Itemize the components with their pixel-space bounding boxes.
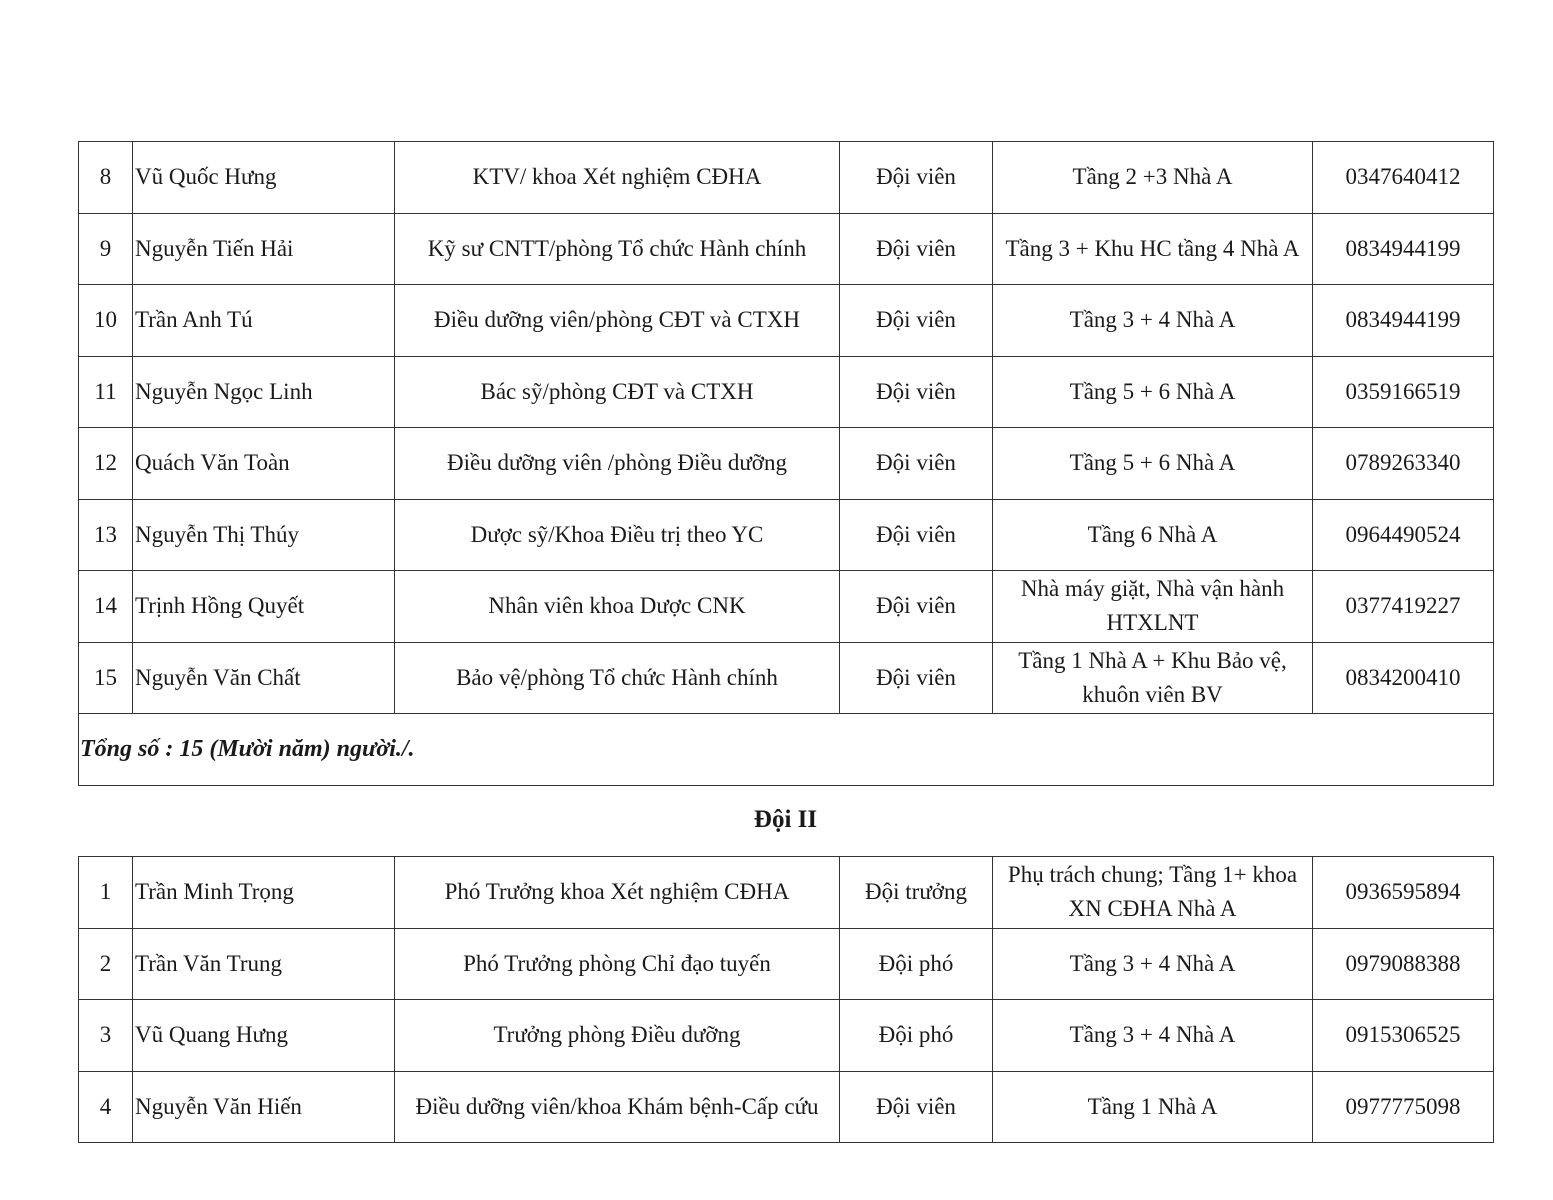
assigned-area: Tầng 2 +3 Nhà A xyxy=(993,142,1313,214)
phone-number: 0915306525 xyxy=(1313,1000,1494,1072)
team-2-rows xyxy=(79,857,1494,1143)
row-number: 11 xyxy=(79,356,133,428)
assigned-area: Tầng 3 + 4 Nhà A xyxy=(993,1000,1313,1072)
member-position: Điều dưỡng viên /phòng Điều dưỡng xyxy=(395,428,840,500)
member-position: Kỹ sư CNTT/phòng Tổ chức Hành chính xyxy=(395,213,840,285)
table-row xyxy=(79,928,1494,1000)
member-position: Dược sỹ/Khoa Điều trị theo YC xyxy=(395,499,840,571)
assigned-area: Nhà máy giặt, Nhà vận hành HTXLNT xyxy=(993,571,1313,643)
member-role: Đội viên xyxy=(840,428,993,500)
member-name: Trần Văn Trung xyxy=(133,928,395,1000)
phone-number: 0977775098 xyxy=(1313,1071,1494,1143)
member-position: Phó Trưởng khoa Xét nghiệm CĐHA xyxy=(395,857,840,929)
member-name: Vũ Quang Hưng xyxy=(133,1000,395,1072)
member-position: Phó Trưởng phòng Chỉ đạo tuyến xyxy=(395,928,840,1000)
member-name: Vũ Quốc Hưng xyxy=(133,142,395,214)
table-row xyxy=(79,356,1494,428)
member-role: Đội viên xyxy=(840,499,993,571)
row-number: 10 xyxy=(79,285,133,357)
member-role: Đội viên xyxy=(840,642,993,714)
phone-number: 0359166519 xyxy=(1313,356,1494,428)
member-name: Nguyễn Văn Hiến xyxy=(133,1071,395,1143)
assigned-area: Tầng 6 Nhà A xyxy=(993,499,1313,571)
member-role: Đội viên xyxy=(840,213,993,285)
phone-number: 0964490524 xyxy=(1313,499,1494,571)
member-role: Đội viên xyxy=(840,571,993,643)
assigned-area: Tầng 3 + Khu HC tầng 4 Nhà A xyxy=(993,213,1313,285)
member-name: Trần Minh Trọng xyxy=(133,857,395,929)
phone-number: 0789263340 xyxy=(1313,428,1494,500)
member-name: Nguyễn Văn Chất xyxy=(133,642,395,714)
row-number: 2 xyxy=(79,928,133,1000)
assigned-area: Phụ trách chung; Tầng 1+ khoa XN CĐHA Nhà A xyxy=(993,857,1313,929)
member-role: Đội phó xyxy=(840,1000,993,1072)
row-number: 12 xyxy=(79,428,133,500)
phone-number: 0834944199 xyxy=(1313,285,1494,357)
team-1-rows xyxy=(79,142,1494,786)
assigned-area: Tầng 3 + 4 Nhà A xyxy=(993,928,1313,1000)
member-name: Nguyễn Thị Thúy xyxy=(133,499,395,571)
table-row xyxy=(79,857,1494,929)
row-number: 15 xyxy=(79,642,133,714)
phone-number: 0347640412 xyxy=(1313,142,1494,214)
assigned-area: Tầng 1 Nhà A xyxy=(993,1071,1313,1143)
member-position: Trưởng phòng Điều dưỡng xyxy=(395,1000,840,1072)
member-position: Bác sỹ/phòng CĐT và CTXH xyxy=(395,356,840,428)
assigned-area: Tầng 5 + 6 Nhà A xyxy=(993,428,1313,500)
team-2-table xyxy=(78,856,1494,1143)
member-position: Điều dưỡng viên/khoa Khám bệnh-Cấp cứu xyxy=(395,1071,840,1143)
row-number: 3 xyxy=(79,1000,133,1072)
member-name: Trần Anh Tú xyxy=(133,285,395,357)
phone-number: 0834944199 xyxy=(1313,213,1494,285)
member-position: Điều dưỡng viên/phòng CĐT và CTXH xyxy=(395,285,840,357)
table-row xyxy=(79,1071,1494,1143)
total-row xyxy=(79,714,1494,786)
assigned-area: Tầng 5 + 6 Nhà A xyxy=(993,356,1313,428)
member-name: Trịnh Hồng Quyết xyxy=(133,571,395,643)
row-number: 9 xyxy=(79,213,133,285)
assigned-area: Tầng 1 Nhà A + Khu Bảo vệ, khuôn viên BV xyxy=(993,642,1313,714)
total-summary: Tổng số : 15 (Mười năm) người./. xyxy=(79,714,1494,786)
phone-number: 0377419227 xyxy=(1313,571,1494,643)
member-position: Nhân viên khoa Dược CNK xyxy=(395,571,840,643)
row-number: 8 xyxy=(79,142,133,214)
row-number: 4 xyxy=(79,1071,133,1143)
table-row xyxy=(79,142,1494,214)
table-row xyxy=(79,499,1494,571)
member-role: Đội viên xyxy=(840,1071,993,1143)
table-row xyxy=(79,642,1494,714)
row-number: 14 xyxy=(79,571,133,643)
member-position: KTV/ khoa Xét nghiệm CĐHA xyxy=(395,142,840,214)
phone-number: 0979088388 xyxy=(1313,928,1494,1000)
phone-number: 0834200410 xyxy=(1313,642,1494,714)
table-row xyxy=(79,213,1494,285)
team-1-table xyxy=(78,141,1494,786)
phone-number: 0936595894 xyxy=(1313,857,1494,929)
member-role: Đội viên xyxy=(840,356,993,428)
member-role: Đội viên xyxy=(840,285,993,357)
member-position: Bảo vệ/phòng Tổ chức Hành chính xyxy=(395,642,840,714)
member-name: Nguyễn Ngọc Linh xyxy=(133,356,395,428)
row-number: 1 xyxy=(79,857,133,929)
member-name: Nguyễn Tiến Hải xyxy=(133,213,395,285)
team-2-heading: Đội II xyxy=(753,806,818,833)
table-row xyxy=(79,285,1494,357)
assigned-area: Tầng 3 + 4 Nhà A xyxy=(993,285,1313,357)
table-row xyxy=(79,428,1494,500)
row-number: 13 xyxy=(79,499,133,571)
table-row xyxy=(79,571,1494,643)
member-role: Đội phó xyxy=(840,928,993,1000)
member-name: Quách Văn Toàn xyxy=(133,428,395,500)
table-row xyxy=(79,1000,1494,1072)
member-role: Đội viên xyxy=(840,142,993,214)
member-role: Đội trưởng xyxy=(840,857,993,929)
